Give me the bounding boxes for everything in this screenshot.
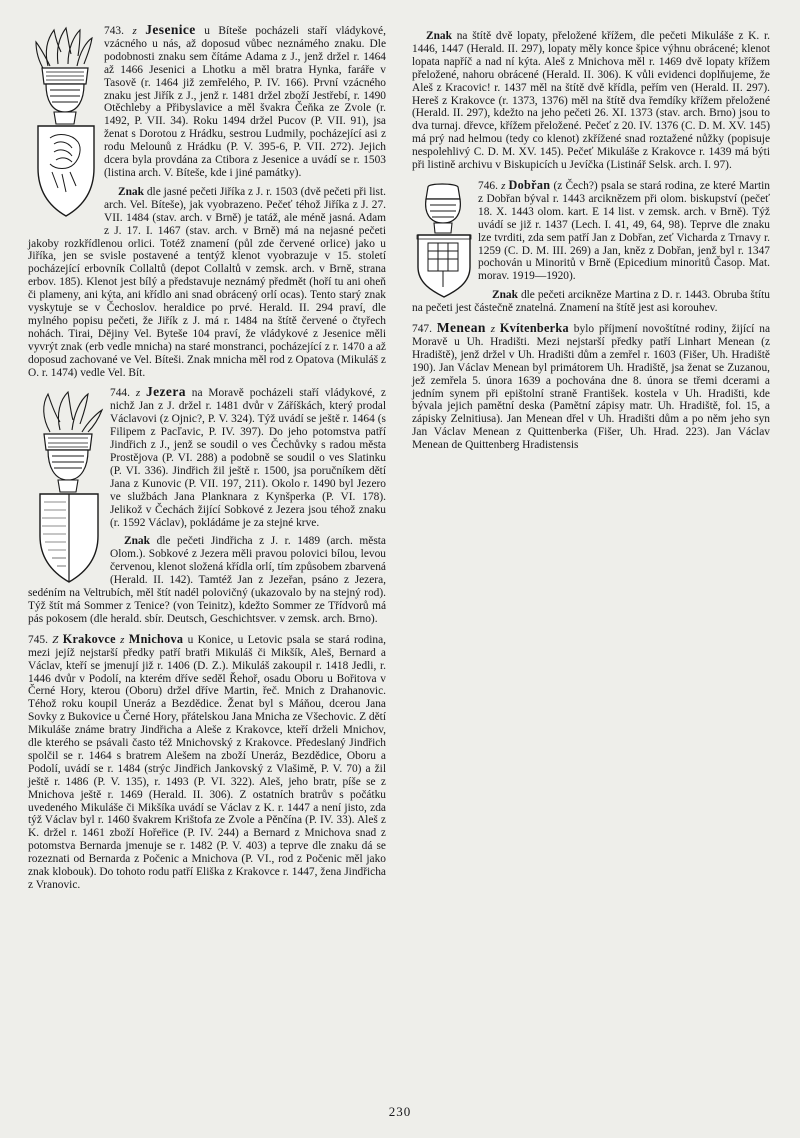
znak-label: Znak — [118, 185, 144, 198]
coat-of-arms-figure-jesenice — [28, 26, 104, 226]
entry-743 — [28, 24, 386, 379]
entry-743-name: Jesenice — [145, 22, 196, 37]
entry-745-particle-2: z — [120, 633, 125, 646]
entry-746-number: 746. — [478, 179, 498, 192]
entry-746-body: (z Čech?) psala se stará rodina, ze které Martin z Dobřan býval r. 1443 arciknězem při olom. biskupství (pečeť 18. X. 1443 olom. kart. E 14 list. v zemsk. arch. v Brně). Týž uvádí se již r. 1437 (Lech. I. 41, 49, 64, 98). Teprve dle znaku lze tvrditi, zda sem patří Jan z Dobřan, zeť Vicharda z Trnavy r. 1259 (C. D. M. III. 269) a Jan, kněz z Dobřan, jenž byl r. 1347 pochován u Minoritů v Brně (Epicedium minoritů Časop. Mat. morav. 1919—1920). — [478, 179, 770, 283]
two-column-layout — [28, 24, 772, 1054]
entry-745-name: Krakovce — [62, 631, 116, 646]
entry-744-znak-text: dle pečeti Jindřicha z J. r. 1489 (arch. města Olom.). Sobkové z Jezera měli pravou polovici bílou, levou červenou, klenot složená křídla orlí, tím způsobem zbarvená (Herald. II. 142). Tamtéž Jan z Jezeřan, psáno z Jezera, sedéním na Veltrubích, měl štít nadél polovičný (ukazovalo by na stejný rod). Týž štít má Sommer z Tenice? (von Teinitz), kdežto Sommer ze Třídvorů má pás pokosem (dle herald. sbír. Deutsch, Geschichtsver. v zemsk. arch. Brno). — [28, 535, 386, 625]
entry-743-body: u Bíteše pocházeli staří vládykové, vzácného u nás, až doposud vůbec neznámého znaku. Dle podobnosti znaku sem čítáme Adama z J., jenž držel r. 1464 až 1466 Jesenici a Lhotku a měl bratra Hynka, faráře v Tasově (r. 1464 již zemřelého, P. IV. 166). První vzácného znaku jest Jiřík z J., jenž r. 1481 držel zboží Jestřebí, r. 1490 Otěchleby a Přibyslavice a měl švakra Čeňka ze Zvole (r. 1492, P. VII. 34). Roku 1494 držel Pucov (P. VII. 91), jsa ženat s Dorotou z Hrádku, sestrou Ludmily, pocházející asi z rodu Melounů z Hrádku (P. V. 395-6, P. VII. 272). Jejich dcera byla provdána za Ctibora z Jesenice a uvádí se r. 1503 (listina arch. V. Bíteše, kde i jiné památky). — [104, 25, 386, 179]
entry-744-name: Jezera — [146, 384, 186, 400]
entry-745-znak-text: na štítě dvě lopaty, přeložené křížem, dle pečeti Mikuláše z K. r. 1446, 1447 (Herald. II. 297), lopaty měly konce špice výhnu obrácené; klenot lopata napříč a nad ní kýta. Aleš z Mnichova měl r. 1469 dvě lopaty křížem přeložené, nahoru obrácené (Herald. II. 306). K vůli evidenci doplňujeme, že Aleš z Kracovic! r. 1437 měl na štítě dvě křídla, peřím ven (Herald. II. 297). Hereš z Krakovce (r. 1373, 1376) měl na štítě dva řemdíky křížem přeložené (Herald. II. 297), kdežto na jeho pečeti 26. XI. 1373 (stav. arch. Brno) jsou to dva turnaj. dřevce, křížem přeložené. Pečeť z 20. IV. 1376 (C. D. M. XV. 145) má prý nad helmou (tedy co klenot) zkřížené snad roztažené nůžky (popisuje nespolehlivý C. D. M. XV. 145). Pečeť Mikuláše z Krakovce r. 1439 má býti při listině archivu v Biskupicích u Jevíčka (Listinář Selsk. arch. I. 97). — [412, 30, 770, 172]
entry-745-continued — [412, 30, 770, 172]
entry-746-name: Dobřan — [508, 177, 551, 192]
entry-744 — [28, 386, 386, 625]
entry-743-particle: z — [132, 25, 137, 37]
entry-745-body: u Konice, u Letovic psala se stará rodina, mezi jejíž nejstarší předky patří bratři Mikuláš či Mikšík, Aleš, Bernard a Václav, kteří se jmenují již r. 1406 (D. Z.). Mikuláš zakoupil r. 1418 Jedli, r. 1446 dvůr v Podolí, na kterém dříve seděl Řehoř, osadu Oboru u Bořitova v Černé Hory, kterou (Oboru) držel dříve Martin, řeč. Mnich z Drahanovic. Téhož roku koupil Uneráz a Bezdědice. Ženat byl s Máňou, dcerou Jana Sovky z Bukovice u Černé Hory, přátelskou Jana Mnicha ze Všechovic. Z dětí Mikuláše známe bratry Jindřicha a Aleše z Krakovce, kteří drželi Mnichov, dle kterého se psávali často též Mnichovský z Krakovce. Předeslaný Jindřich spolčil se r. 1464 s bratrem Alešem na zboží Uneráz, Bezdědice, Oboru a Podolí, uvádí se r. 1484 (strýc Jindřich Jankovský z Vlašimě, P. V. 70) a žil ještě r. 1486 (P. V. 135), r. 1493 (P. VI. 322). Aleš, jeho bratr, píše se z Mnichova ještě r. 1469 (Herald. II. 306). Z ostatních bratrův s počátku uvedeného Mikuláše či Mikšíka uvádí se Václav z K. r. 1447 a není jisto, zda týž Václav byl r. 1460 švakrem Krištofa ze Zvole a Pěnčína (P. IV. 33). Aleš z K. držel r. 1461 zboží Hořeřice (P. IV. 244) a Bernard z Mnichova snad z potomstva Bernarda jmenuje se r. 1482 (P. V. 403) a teprve dle znaku dá se rozeznati od Bernarda z Počenic a Mnichova (P. VI., rod z Počenic měl jako znak klobouk). Do tohoto rodu patří Eliška z Krakovce r. 1447, žena Jindřicha z Vranovic. — [28, 633, 386, 891]
page-number: 230 — [388, 1104, 412, 1119]
entry-744-body: na Moravě pocházeli staří vládykové, z nichž Jan z J. držel r. 1481 dvůr v Záříškách, který prodal Václavovi (z Ojnic?, P. V. 324). Týž uvádí se ještě r. 1464 (s Filipem z Pacľavic, P. IV. 397). Do jeho potomstva patří Jindřich z J., jenž se soudil o ves Čechůvky s radou města Prostějova (P. VI. 288) a podobně se soudil o ves Slatinku (P. VI. 336). Jindřich žil ještě r. 1500, jsa poručníkem dětí Jana z Kunovic (P. VII. 197, 211). Okolo r. 1490 byl Jezero ve službách Jana Planknara z Kynšperka (P. VI. 178). Jelikož v Čechách žijící Sobkové z Jezera jsou téhož znaku (r. 1592 Václav), pokládáme je za stejné krve. — [110, 387, 386, 529]
znak-label: Znak — [492, 289, 518, 302]
entry-743-number: 743. — [104, 25, 124, 37]
right-column — [412, 24, 770, 1054]
entry-747-number: 747. — [412, 323, 432, 336]
znak-label: Znak — [426, 30, 452, 42]
entry-745-znak — [412, 30, 770, 172]
entry-745-particle: Z — [52, 633, 59, 646]
entry-745-name-2: Mnichova — [128, 631, 184, 646]
entry-747-heading — [412, 322, 770, 452]
entry-745-number: 745. — [28, 633, 48, 646]
znak-label: Znak — [124, 535, 150, 548]
entry-746-particle: z — [501, 179, 506, 192]
entry-746 — [412, 179, 770, 315]
coat-of-arms-figure-dobran — [412, 181, 478, 299]
entry-744-particle: z — [135, 387, 141, 400]
entry-747-body: bylo příjmení novoštítné rodiny, žijící na Moravě u Uh. Hradišti. Mezi nejstarší předky patří Linhart Menean (z Hradiště), jenž držel v Uh. Hradišti dům a zemřel r. 1603 (Fišer, Uh. Hradiště 190). Jan Václav Menean byl primátorem Uh. Hradiště, jsa ženat se Zuzanou, jež zemřela 5. února 1639 a pochována dne 8. února se třemi dcerami a jedním synem při epištolní straně František. kostela v Uh. Hradišti, kde bývala jejich pamětní deska (Pamětní zápisy matr. Uh. Hradiště, fol. 15, a zápisky Zelnitiusa). Jan Menean dřel v Uh. Hradišti dům a po něm jeho syn Jan Václav Menean z Quittenberka (Fišer, Uh. Hrad. 223). Jan Václav Menean de Quittenberg Hradistensis — [412, 323, 771, 452]
entry-747 — [412, 322, 770, 452]
entry-747-name-2: Kvítenberka — [499, 321, 569, 336]
entry-745-heading — [28, 633, 386, 892]
entry-743-znak-text: dle jasné pečeti Jiříka z J. r. 1503 (dvě pečeti při list. arch. Vel. Bíteše), jak vyobrazeno. Pečeť téhož Jiříka z J. 27. VII. 1484 (stav. arch. v Brně) je tatáž, ale méně jasná. Adam z J. 17. I. 1467 (stav. arch. v Brně) má na nejasné pečeti jakoby rozkřídlenou orlici. Totéž znamení (půl zde červené orlice) jako u Jiříka, jen se svisle postavené a tentýž klenot vyobrazuje v 15. století pocházející erbovník Collaltů (depot Collaltů v zemsk. arch. v Brně, strana erbov. 185). Klenot jest bílý a představuje neznámý předmět (hoří tu ani oheň či plameny, ani kýta, ani křídlo ani snad obrácený orlí ocas). Tento starý znak vyskytuje se v Čechoslov. heraldice po prvé. Herald. II. 294 praví, dle mylného popisu pečeti, že Jiřík z J. má r. 1484 na štítě červené o čtyřech nohách. Tirai, Dějiny Vel. Byteše 104 praví, že vládykové z Jesenice měli vyvrýt znak (erb vedle mnicha) na staré monstranci, pocházející z r. 1470 a až doposud zachované ve Vel. Bíteši. Znak mnicha měl rod z Opatova (Mikuláš z O. r. 1474) vedle Vel. Bít. — [28, 185, 386, 379]
entry-745 — [28, 633, 386, 892]
entry-746-znak-text: dle pečeti arcikněze Martina z D. r. 1443. Obruba štítu na pečeti jest částečně znatelná. Znamení na štítě jest asi korouhev. — [412, 289, 770, 315]
entry-744-number: 744. — [110, 387, 130, 400]
coat-of-arms-figure-jezera — [28, 388, 110, 584]
entry-747-name: Menean — [436, 320, 486, 336]
left-column — [28, 24, 386, 1054]
entry-747-particle: z — [490, 323, 495, 336]
